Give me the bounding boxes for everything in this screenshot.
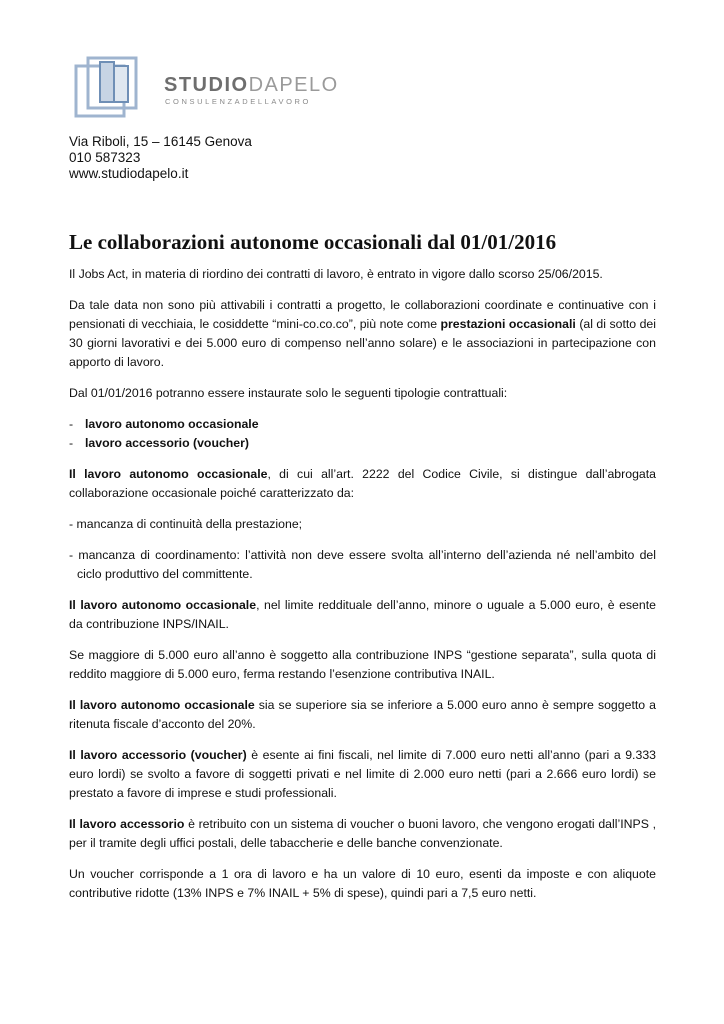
address-block bbox=[69, 134, 252, 182]
logo-subtitle: CONSULENZADELLAVORO bbox=[165, 97, 311, 106]
document-title: Le collaborazioni autonome occasionali dal 01/01/2016 bbox=[69, 230, 557, 254]
paragraph-voucher-system: Il lavoro accessorio è retribuito con un sistema di voucher o buoni lavoro, che vengono erogati dall’INPS , per il tramite degli uffici postali, delle tabaccherie e delle banche convenzionate. bbox=[69, 817, 656, 850]
paragraph-income-limit: Il lavoro autonomo occasionale, nel limite reddituale dell’anno, minore o uguale a 5.000 euro, è esente da contribuzione INPS/INAIL. bbox=[69, 598, 656, 631]
address-street: Via Riboli, 15 – 16145 Genova bbox=[69, 134, 252, 149]
paragraph-voucher-value: Un voucher corrisponde a 1 ora di lavoro e ha un valore di 10 euro, esenti da imposte e con aliquote contributive ridotte (13% INPS e 7% INAIL + 5% di spese), quindi pari a 7,5 euro netti. bbox=[69, 867, 656, 900]
paragraph-withholding-tax: Il lavoro autonomo occasionale sia se superiore sia se inferiore a 5.000 euro anno è sempre soggetto a ritenuta fiscale d’acconto del 20%. bbox=[69, 698, 657, 731]
studio-dapelo-logo bbox=[72, 52, 352, 124]
address-website: www.studiodapelo.it bbox=[69, 166, 189, 181]
paragraph-voucher-limits: Il lavoro accessorio (voucher) è esente ai fini fiscali, nel limite di 7.000 euro netti all’anno (pari a 9.333 euro lordi) se svolto a favore di soggetti privati e nel limite di 2.000 euro netti (pari a 2.666 euro lordi) se prestato a favore di imprese e studi professionali. bbox=[69, 748, 656, 800]
list-item: - lavoro accessorio (voucher) bbox=[69, 436, 250, 450]
paragraph-abolished-contracts: Da tale data non sono più attivabili i contratti a progetto, le collaborazioni coordinate e continuative con i pensionati di vecchiaia, le cosiddette “mini-co.co.co”, più note come prestazioni occasionali (al di sotto dei 30 giorni lavorativi e dei 5.000 euro di compenso nell’anno solare) e le associazioni in partecipazione con apporto di lavoro. bbox=[69, 298, 656, 369]
list-item: - lavoro autonomo occasionale bbox=[69, 417, 259, 431]
logo-wordmark: STUDIODAPELO bbox=[164, 74, 339, 96]
document-body bbox=[69, 265, 656, 915]
paragraph-new-types: Dal 01/01/2016 potranno essere instaurate solo le seguenti tipologie contrattuali: bbox=[69, 386, 508, 400]
paragraph-coordination: - mancanza di coordinamento: l’attività non deve essere svolta all’interno dell’azienda né nell’ambito del ciclo produttivo del committente. bbox=[69, 548, 656, 581]
paragraph-jobs-act: Il Jobs Act, in materia di riordino dei contratti di lavoro, è entrato in vigore dallo scorso 25/06/2015. bbox=[69, 267, 603, 281]
paragraph-definition: Il lavoro autonomo occasionale, di cui all’art. 2222 del Codice Civile, si distingue dall’abrogata collaborazione occasionale poiché caratterizzato da: bbox=[69, 467, 656, 500]
paragraph-continuity: - mancanza di continuità della prestazione; bbox=[69, 517, 303, 531]
address-phone: 010 587323 bbox=[69, 150, 141, 165]
logo-squares-icon bbox=[72, 52, 162, 124]
paragraph-inps-contribution: Se maggiore di 5.000 euro all’anno è soggetto alla contribuzione INPS “gestione separata”, sulla quota di reddito maggiore di 5.000 euro, ferma restando l’esenzione contributiva INAIL. bbox=[69, 648, 656, 681]
contract-types-list bbox=[69, 415, 656, 453]
